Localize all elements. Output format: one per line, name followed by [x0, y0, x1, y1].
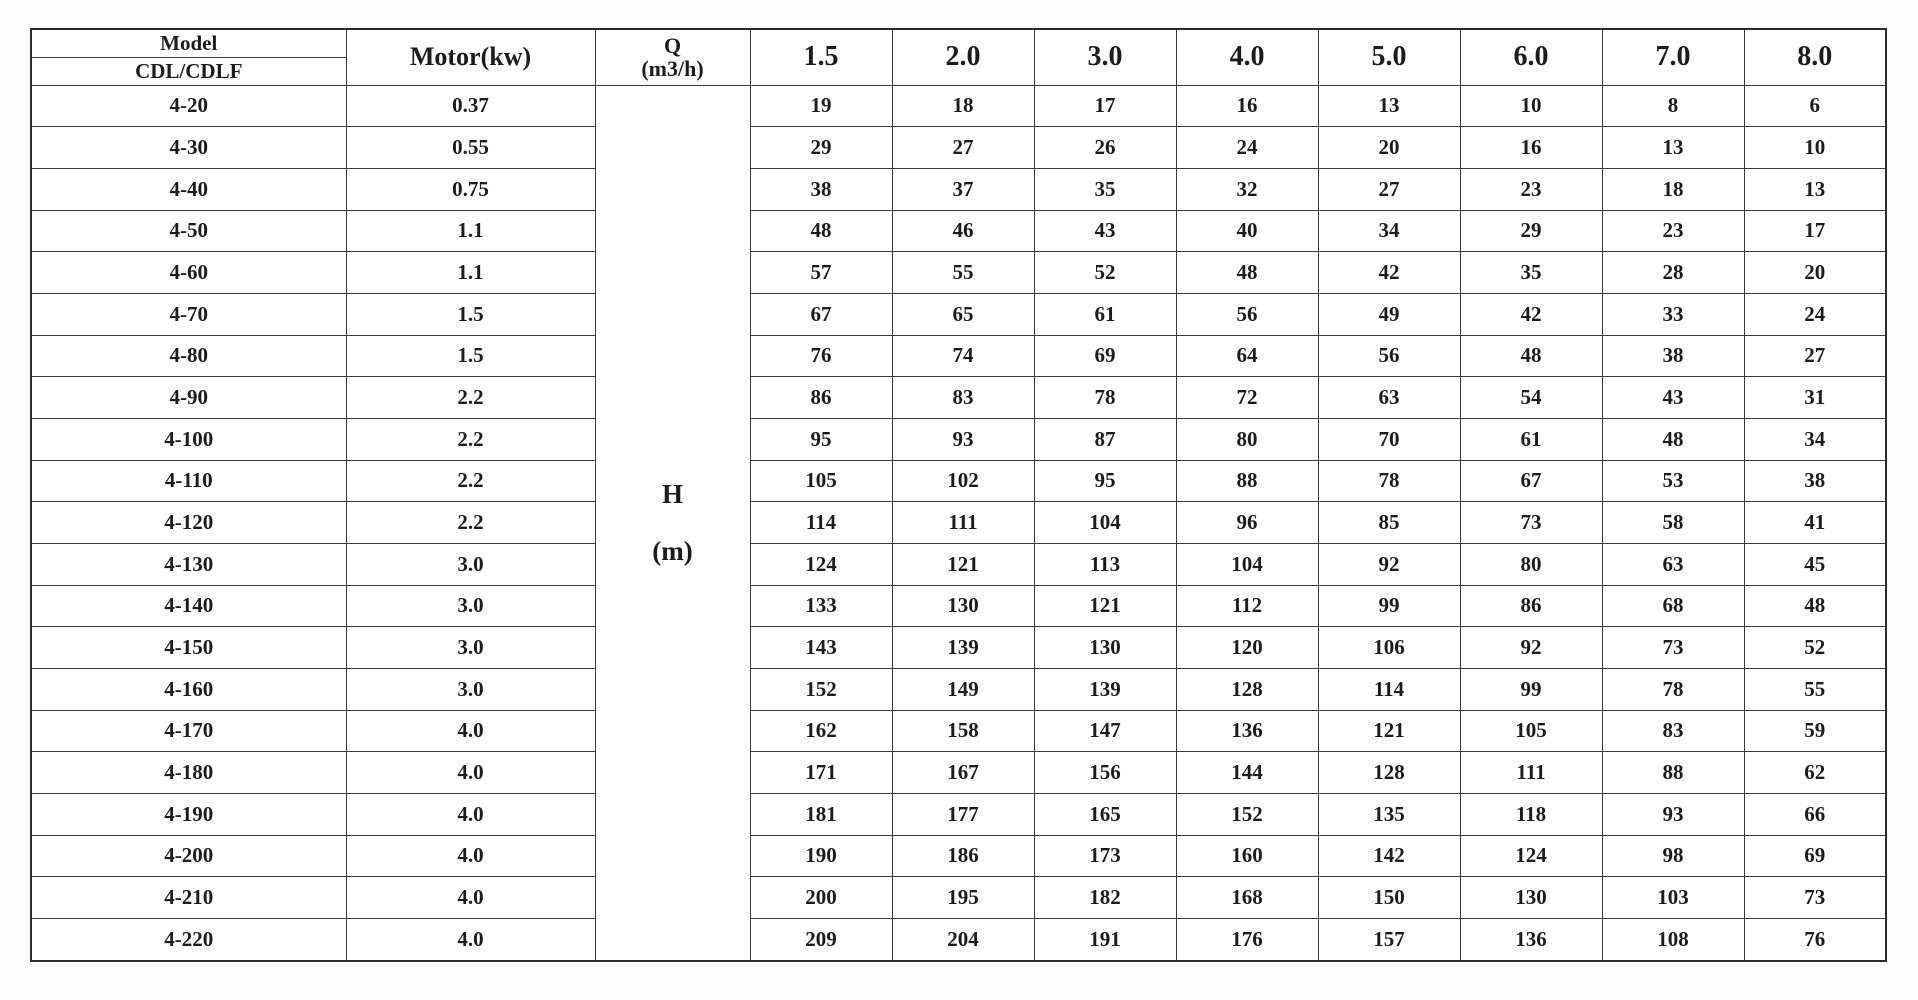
head-value-cell: 40 [1176, 210, 1318, 252]
flow-header-cell: 7.0 [1602, 29, 1744, 85]
head-value-cell: 139 [1034, 668, 1176, 710]
pump-spec-table [30, 28, 1887, 962]
head-value-cell: 35 [1460, 252, 1602, 294]
head-value-cell: 56 [1176, 293, 1318, 335]
table-row [31, 877, 1886, 919]
head-unit-label: (m) [652, 535, 693, 566]
table-body [31, 85, 1886, 961]
head-value-cell: 74 [892, 335, 1034, 377]
head-value-cell: 27 [1744, 335, 1886, 377]
motor-cell: 3.0 [346, 543, 595, 585]
model-cell: 4-60 [31, 252, 346, 294]
table-row [31, 627, 1886, 669]
model-cell: 4-110 [31, 460, 346, 502]
flow-header-cell: 1.5 [750, 29, 892, 85]
head-unit-cell [595, 85, 750, 961]
head-value-cell: 191 [1034, 918, 1176, 961]
head-value-cell: 48 [1460, 335, 1602, 377]
head-value-cell: 63 [1602, 543, 1744, 585]
head-value-cell: 121 [1318, 710, 1460, 752]
table-header [31, 29, 1886, 85]
head-value-cell: 118 [1460, 793, 1602, 835]
head-value-cell: 105 [750, 460, 892, 502]
table-row [31, 210, 1886, 252]
motor-cell: 3.0 [346, 585, 595, 627]
head-value-cell: 52 [1744, 627, 1886, 669]
head-value-cell: 23 [1602, 210, 1744, 252]
head-value-cell: 58 [1602, 502, 1744, 544]
head-value-cell: 168 [1176, 877, 1318, 919]
head-value-cell: 78 [1602, 668, 1744, 710]
head-value-cell: 13 [1744, 168, 1886, 210]
head-value-cell: 18 [1602, 168, 1744, 210]
table-row [31, 252, 1886, 294]
head-value-cell: 150 [1318, 877, 1460, 919]
head-value-cell: 157 [1318, 918, 1460, 961]
head-value-cell: 42 [1460, 293, 1602, 335]
head-value-cell: 93 [1602, 793, 1744, 835]
head-value-cell: 55 [1744, 668, 1886, 710]
head-value-cell: 93 [892, 418, 1034, 460]
motor-cell: 0.37 [346, 85, 595, 127]
head-value-cell: 158 [892, 710, 1034, 752]
head-value-cell: 143 [750, 627, 892, 669]
table-row [31, 377, 1886, 419]
head-value-cell: 18 [892, 85, 1034, 127]
head-value-cell: 80 [1460, 543, 1602, 585]
head-value-cell: 41 [1744, 502, 1886, 544]
head-value-cell: 95 [750, 418, 892, 460]
head-value-cell: 8 [1602, 85, 1744, 127]
head-value-cell: 113 [1034, 543, 1176, 585]
head-value-cell: 53 [1602, 460, 1744, 502]
head-value-cell: 124 [750, 543, 892, 585]
head-value-cell: 99 [1318, 585, 1460, 627]
head-value-cell: 130 [892, 585, 1034, 627]
head-value-cell: 96 [1176, 502, 1318, 544]
head-value-cell: 27 [892, 127, 1034, 169]
head-value-cell: 92 [1318, 543, 1460, 585]
head-value-cell: 103 [1602, 877, 1744, 919]
head-value-cell: 102 [892, 460, 1034, 502]
model-cell: 4-200 [31, 835, 346, 877]
model-cell: 4-100 [31, 418, 346, 460]
motor-cell: 0.75 [346, 168, 595, 210]
head-value-cell: 108 [1602, 918, 1744, 961]
head-value-cell: 149 [892, 668, 1034, 710]
head-value-cell: 142 [1318, 835, 1460, 877]
head-value-cell: 69 [1744, 835, 1886, 877]
model-cell: 4-80 [31, 335, 346, 377]
head-value-cell: 16 [1460, 127, 1602, 169]
flow-unit-label: (m3/h) [641, 56, 704, 82]
model-header-cell: Model [31, 29, 346, 57]
head-value-cell: 65 [892, 293, 1034, 335]
head-value-cell: 128 [1176, 668, 1318, 710]
head-value-cell: 130 [1460, 877, 1602, 919]
model-cell: 4-170 [31, 710, 346, 752]
head-value-cell: 160 [1176, 835, 1318, 877]
head-value-cell: 152 [1176, 793, 1318, 835]
head-value-cell: 177 [892, 793, 1034, 835]
head-value-cell: 83 [1602, 710, 1744, 752]
head-value-cell: 56 [1318, 335, 1460, 377]
head-value-cell: 176 [1176, 918, 1318, 961]
head-value-cell: 63 [1318, 377, 1460, 419]
head-value-cell: 34 [1744, 418, 1886, 460]
motor-cell: 2.2 [346, 418, 595, 460]
head-value-cell: 139 [892, 627, 1034, 669]
head-value-cell: 24 [1744, 293, 1886, 335]
header-row-top [31, 29, 1886, 57]
head-value-cell: 10 [1460, 85, 1602, 127]
head-value-cell: 29 [750, 127, 892, 169]
head-value-cell: 156 [1034, 752, 1176, 794]
head-value-cell: 55 [892, 252, 1034, 294]
model-cell: 4-70 [31, 293, 346, 335]
head-value-cell: 68 [1602, 585, 1744, 627]
head-value-cell: 86 [1460, 585, 1602, 627]
head-value-cell: 37 [892, 168, 1034, 210]
model-cell: 4-40 [31, 168, 346, 210]
motor-cell: 3.0 [346, 627, 595, 669]
table-row [31, 85, 1886, 127]
motor-cell: 4.0 [346, 793, 595, 835]
table-row [31, 127, 1886, 169]
motor-cell: 4.0 [346, 752, 595, 794]
model-cell: 4-220 [31, 918, 346, 961]
head-value-cell: 17 [1034, 85, 1176, 127]
head-value-cell: 67 [1460, 460, 1602, 502]
head-value-cell: 42 [1318, 252, 1460, 294]
head-value-cell: 130 [1034, 627, 1176, 669]
head-value-cell: 104 [1034, 502, 1176, 544]
head-value-cell: 29 [1460, 210, 1602, 252]
head-value-cell: 17 [1744, 210, 1886, 252]
head-value-cell: 92 [1460, 627, 1602, 669]
table-row [31, 418, 1886, 460]
head-value-cell: 111 [1460, 752, 1602, 794]
table-row [31, 835, 1886, 877]
motor-cell: 1.1 [346, 252, 595, 294]
motor-cell: 2.2 [346, 502, 595, 544]
head-value-cell: 104 [1176, 543, 1318, 585]
head-value-cell: 19 [750, 85, 892, 127]
head-value-cell: 78 [1318, 460, 1460, 502]
head-value-cell: 121 [892, 543, 1034, 585]
head-value-cell: 27 [1318, 168, 1460, 210]
head-value-cell: 111 [892, 502, 1034, 544]
model-cell: 4-130 [31, 543, 346, 585]
head-value-cell: 70 [1318, 418, 1460, 460]
head-value-cell: 49 [1318, 293, 1460, 335]
head-value-cell: 112 [1176, 585, 1318, 627]
head-value-cell: 43 [1034, 210, 1176, 252]
flow-symbol-label: Q [663, 33, 682, 59]
head-value-cell: 33 [1602, 293, 1744, 335]
head-value-cell: 72 [1176, 377, 1318, 419]
head-value-cell: 48 [1176, 252, 1318, 294]
head-value-cell: 69 [1034, 335, 1176, 377]
motor-cell: 3.0 [346, 668, 595, 710]
head-value-cell: 209 [750, 918, 892, 961]
head-value-cell: 6 [1744, 85, 1886, 127]
head-value-cell: 13 [1318, 85, 1460, 127]
head-value-cell: 20 [1744, 252, 1886, 294]
head-value-cell: 35 [1034, 168, 1176, 210]
table-row [31, 293, 1886, 335]
flow-header-cell: 8.0 [1744, 29, 1886, 85]
motor-cell: 4.0 [346, 877, 595, 919]
head-value-cell: 38 [1602, 335, 1744, 377]
model-cell: 4-150 [31, 627, 346, 669]
head-value-cell: 61 [1460, 418, 1602, 460]
head-value-cell: 64 [1176, 335, 1318, 377]
head-value-cell: 20 [1318, 127, 1460, 169]
head-value-cell: 59 [1744, 710, 1886, 752]
head-value-cell: 73 [1744, 877, 1886, 919]
head-value-cell: 98 [1602, 835, 1744, 877]
motor-header-cell: Motor(kw) [346, 29, 595, 85]
model-cell: 4-190 [31, 793, 346, 835]
head-value-cell: 121 [1034, 585, 1176, 627]
motor-cell: 4.0 [346, 710, 595, 752]
head-symbol-label: H [661, 478, 683, 509]
head-value-cell: 114 [1318, 668, 1460, 710]
head-value-cell: 186 [892, 835, 1034, 877]
head-value-cell: 48 [1602, 418, 1744, 460]
head-value-cell: 57 [750, 252, 892, 294]
head-value-cell: 135 [1318, 793, 1460, 835]
table-row [31, 668, 1886, 710]
model-cell: 4-160 [31, 668, 346, 710]
model-cell: 4-180 [31, 752, 346, 794]
head-value-cell: 167 [892, 752, 1034, 794]
flow-header-cell: 4.0 [1176, 29, 1318, 85]
flow-header-cell: 6.0 [1460, 29, 1602, 85]
model-cell: 4-210 [31, 877, 346, 919]
head-value-cell: 147 [1034, 710, 1176, 752]
motor-cell: 2.2 [346, 377, 595, 419]
head-value-cell: 38 [750, 168, 892, 210]
head-value-cell: 13 [1602, 127, 1744, 169]
head-value-cell: 66 [1744, 793, 1886, 835]
head-value-cell: 83 [892, 377, 1034, 419]
head-value-cell: 48 [1744, 585, 1886, 627]
table-row [31, 710, 1886, 752]
head-value-cell: 88 [1602, 752, 1744, 794]
table-row [31, 168, 1886, 210]
head-value-cell: 73 [1460, 502, 1602, 544]
head-value-cell: 85 [1318, 502, 1460, 544]
motor-cell: 2.2 [346, 460, 595, 502]
head-value-cell: 86 [750, 377, 892, 419]
head-value-cell: 182 [1034, 877, 1176, 919]
flow-header-cell: 3.0 [1034, 29, 1176, 85]
motor-cell: 4.0 [346, 918, 595, 961]
head-value-cell: 80 [1176, 418, 1318, 460]
head-value-cell: 61 [1034, 293, 1176, 335]
head-value-cell: 62 [1744, 752, 1886, 794]
head-value-cell: 99 [1460, 668, 1602, 710]
head-value-cell: 31 [1744, 377, 1886, 419]
head-value-cell: 34 [1318, 210, 1460, 252]
flow-header-cell: 2.0 [892, 29, 1034, 85]
head-value-cell: 32 [1176, 168, 1318, 210]
head-value-cell: 87 [1034, 418, 1176, 460]
head-value-cell: 190 [750, 835, 892, 877]
head-value-cell: 88 [1176, 460, 1318, 502]
head-value-cell: 171 [750, 752, 892, 794]
head-value-cell: 165 [1034, 793, 1176, 835]
model-cell: 4-30 [31, 127, 346, 169]
model-cell: 4-90 [31, 377, 346, 419]
head-value-cell: 105 [1460, 710, 1602, 752]
head-value-cell: 16 [1176, 85, 1318, 127]
table-row [31, 585, 1886, 627]
head-value-cell: 195 [892, 877, 1034, 919]
table-row [31, 335, 1886, 377]
table-row [31, 460, 1886, 502]
head-value-cell: 173 [1034, 835, 1176, 877]
head-value-cell: 23 [1460, 168, 1602, 210]
head-value-cell: 24 [1176, 127, 1318, 169]
model-cell: 4-20 [31, 85, 346, 127]
head-value-cell: 136 [1460, 918, 1602, 961]
head-value-cell: 28 [1602, 252, 1744, 294]
head-value-cell: 78 [1034, 377, 1176, 419]
head-value-cell: 106 [1318, 627, 1460, 669]
motor-cell: 0.55 [346, 127, 595, 169]
model-cell: 4-140 [31, 585, 346, 627]
table-row [31, 502, 1886, 544]
table-row [31, 543, 1886, 585]
motor-cell: 1.1 [346, 210, 595, 252]
head-value-cell: 144 [1176, 752, 1318, 794]
head-value-cell: 26 [1034, 127, 1176, 169]
head-value-cell: 73 [1602, 627, 1744, 669]
head-value-cell: 120 [1176, 627, 1318, 669]
head-value-cell: 133 [750, 585, 892, 627]
head-value-cell: 204 [892, 918, 1034, 961]
motor-cell: 1.5 [346, 335, 595, 377]
table-row [31, 793, 1886, 835]
flow-header-cell: 5.0 [1318, 29, 1460, 85]
head-value-cell: 54 [1460, 377, 1602, 419]
motor-cell: 1.5 [346, 293, 595, 335]
head-value-cell: 46 [892, 210, 1034, 252]
head-value-cell: 76 [750, 335, 892, 377]
head-value-cell: 162 [750, 710, 892, 752]
head-value-cell: 10 [1744, 127, 1886, 169]
head-value-cell: 124 [1460, 835, 1602, 877]
model-cell: 4-120 [31, 502, 346, 544]
head-value-cell: 181 [750, 793, 892, 835]
head-value-cell: 67 [750, 293, 892, 335]
table-row [31, 752, 1886, 794]
head-value-cell: 136 [1176, 710, 1318, 752]
table-row [31, 918, 1886, 961]
head-value-cell: 45 [1744, 543, 1886, 585]
head-value-cell: 43 [1602, 377, 1744, 419]
head-value-cell: 38 [1744, 460, 1886, 502]
head-value-cell: 200 [750, 877, 892, 919]
head-value-cell: 152 [750, 668, 892, 710]
flow-unit-header-cell [595, 29, 750, 85]
head-value-cell: 48 [750, 210, 892, 252]
model-cell: 4-50 [31, 210, 346, 252]
head-value-cell: 76 [1744, 918, 1886, 961]
head-value-cell: 128 [1318, 752, 1460, 794]
model-series-header-cell: CDL/CDLF [31, 57, 346, 85]
head-value-cell: 95 [1034, 460, 1176, 502]
head-value-cell: 52 [1034, 252, 1176, 294]
motor-cell: 4.0 [346, 835, 595, 877]
head-value-cell: 114 [750, 502, 892, 544]
